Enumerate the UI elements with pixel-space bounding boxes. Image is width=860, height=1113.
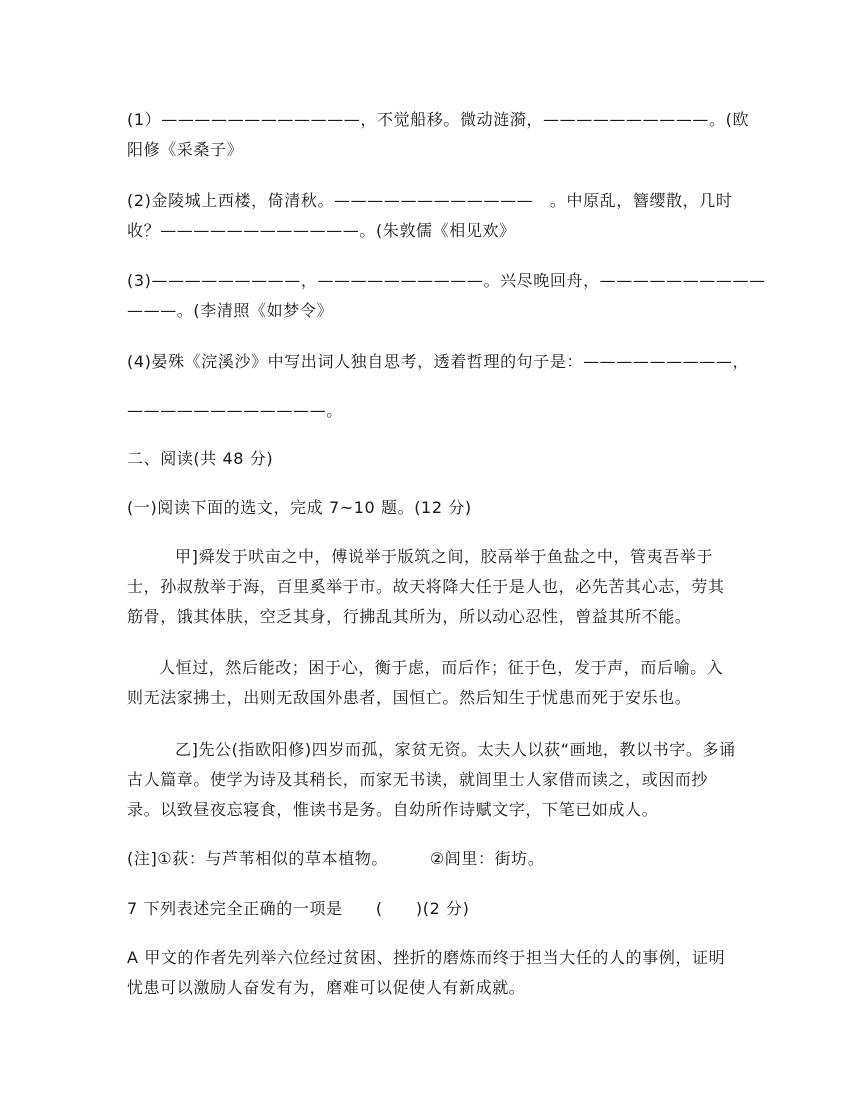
question-1-line-1: (1）————————————，不觉船移。微动涟漪，——————————。(欧 bbox=[127, 110, 750, 129]
question-7-option-a: A 甲文的作者先列举六位经过贫困、挫折的磨炼而终于担当大任的人的事例，证明忧患可以激励人奋发有为，磨难可以促使人有新成就。 bbox=[127, 948, 726, 997]
question-1-line-2: 阳修《采桑子》 bbox=[127, 140, 244, 159]
section-two-heading: 二、阅读(共 48 分) bbox=[127, 449, 274, 468]
passage-a-paragraph-2: 人恒过，然后能改；困于心，衡于虑，而后作；征于色，发于声，而后喻。入则无法家拂士，出则无敌国外患者，国恒亡。然后知生于忧患而死于安乐也。 bbox=[127, 658, 724, 707]
question-2-line-1: (2)金陵城上西楼，倚清秋。———————————— 。中原乱，簪缨散，几时 bbox=[127, 191, 733, 210]
annotation-note: (注]①荻：与芦苇相似的草本植物。 ②闾里：街坊。 bbox=[127, 849, 545, 868]
part-one-heading: (一)阅读下面的选文，完成 7~10 题。(12 分) bbox=[127, 498, 472, 517]
question-7-stem: 7 下列表述完全正确的一项是 ( )(2 分) bbox=[127, 899, 470, 918]
question-4-line-2: ————————————。 bbox=[127, 401, 343, 420]
question-3-line-1: (3)—————————，——————————。兴尽晚回舟，—————————— bbox=[127, 271, 766, 290]
question-3-line-2: ———。(李清照《如梦令》 bbox=[127, 301, 334, 320]
question-2-line-2: 收？————————————。(朱敦儒《相见欢》 bbox=[127, 221, 516, 240]
question-4-line-1: (4)晏殊《浣溪沙》中写出词人独自思考，透着哲理的句子是：—————————， bbox=[127, 352, 750, 371]
passage-a-paragraph-1: 甲]舜发于吠亩之中，傅说举于版筑之间，胶鬲举于鱼盐之中，管夷吾举于士，孙叔敖举于海，百里奚举于市。故天将降大任于是人也，必先苦其心志，劳其筋骨，饿其体肤，空乏其身，行拂乱其所为，所以动心忍性，曾益其所不能。 bbox=[127, 547, 725, 626]
passage-b-paragraph: 乙]先公(指欧阳修)四岁而孤，家贫无资。太夫人以荻“画地，教以书字。多诵古人篇章。使学为诗及其稍长，而家无书读，就闾里士人家借而读之，或因而抄录。以致昼夜忘寝食，惟读书是务。自幼所作诗赋文字，下笔已如成人。 bbox=[127, 740, 736, 819]
